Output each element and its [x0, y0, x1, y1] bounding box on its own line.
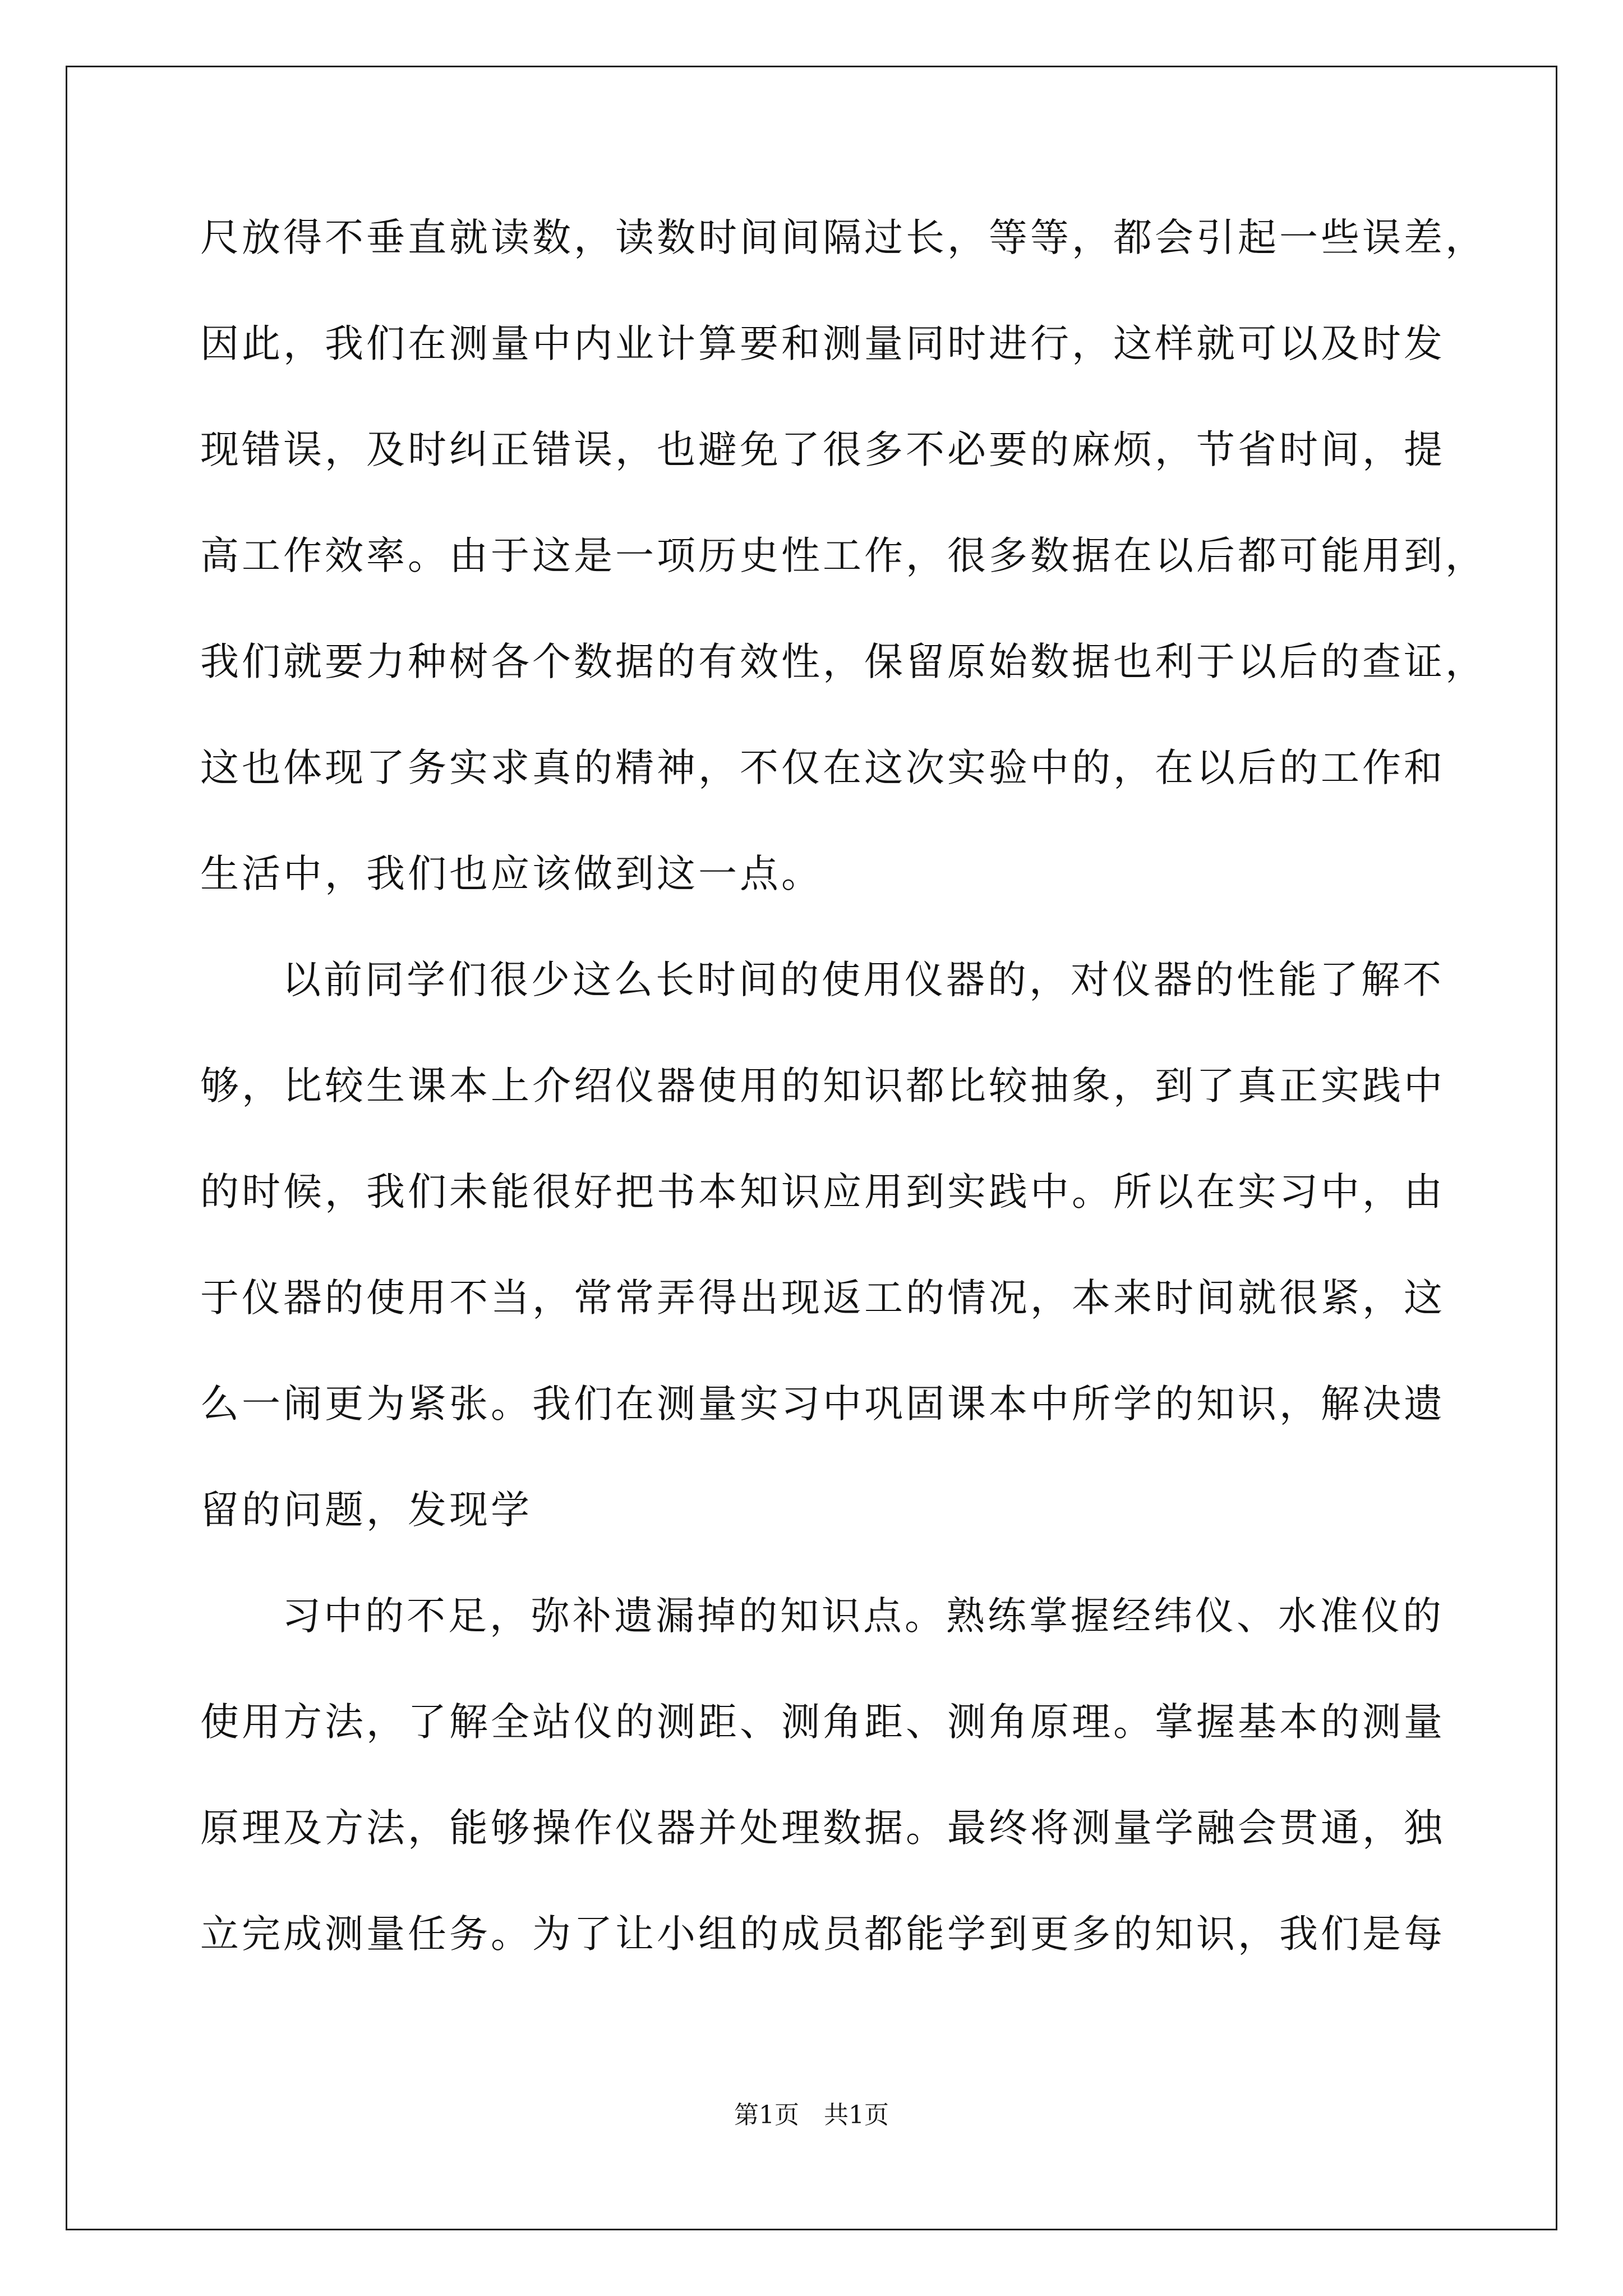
text-line: 使用方法，了解全站仪的测距、测角距、测角原理。掌握基本的测量	[200, 1700, 1445, 1745]
text-line: 么一闹更为紧张。我们在测量实习中巩固课本中所学的知识，解决遗	[200, 1382, 1445, 1427]
text-line: 这也体现了务实求真的精神，不仅在这次实验中的，在以后的工作和	[200, 746, 1445, 790]
text-line: 尺放得不垂直就读数，读数时间间隔过长，等等，都会引起一些误差，	[200, 215, 1487, 260]
paragraph-start-line: 习中的不足，弥补遗漏掉的知识点。熟练掌握经纬仪、水准仪的	[282, 1594, 1444, 1639]
text-line: 立完成测量任务。为了让小组的成员都能学到更多的知识，我们是每	[200, 1912, 1445, 1957]
text-line: 现错误，及时纠正错误，也避免了很多不必要的麻烦，节省时间，提	[200, 427, 1445, 472]
text-line: 的时候，我们未能很好把书本知识应用到实践中。所以在实习中，由	[200, 1170, 1445, 1214]
document-body	[200, 215, 1487, 2020]
text-line: 于仪器的使用不当，常常弄得出现返工的情况，本来时间就很紧，这	[200, 1276, 1445, 1320]
text-line: 因此，我们在测量中内业计算要和测量同时进行，这样就可以及时发	[200, 321, 1445, 366]
text-line: 我们就要力种树各个数据的有效性，保留原始数据也利于以后的查证，	[200, 639, 1487, 684]
text-line: 够，比较生课本上介绍仪器使用的知识都比较抽象，到了真正实践中	[200, 1064, 1445, 1108]
text-line: 原理及方法，能够操作仪器并处理数据。最终将测量学融会贯通，独	[200, 1806, 1445, 1851]
page-footer: 第1页 共1页	[734, 2101, 889, 2129]
text-line: 留的问题，发现学	[200, 1488, 532, 1533]
text-line: 高工作效率。由于这是一项历史性工作，很多数据在以后都可能用到，	[200, 533, 1487, 578]
text-line: 生活中，我们也应该做到这一点。	[200, 852, 823, 896]
paragraph-start-line: 以前同学们很少这么长时间的使用仪器的，对仪器的性能了解不	[282, 958, 1444, 1002]
